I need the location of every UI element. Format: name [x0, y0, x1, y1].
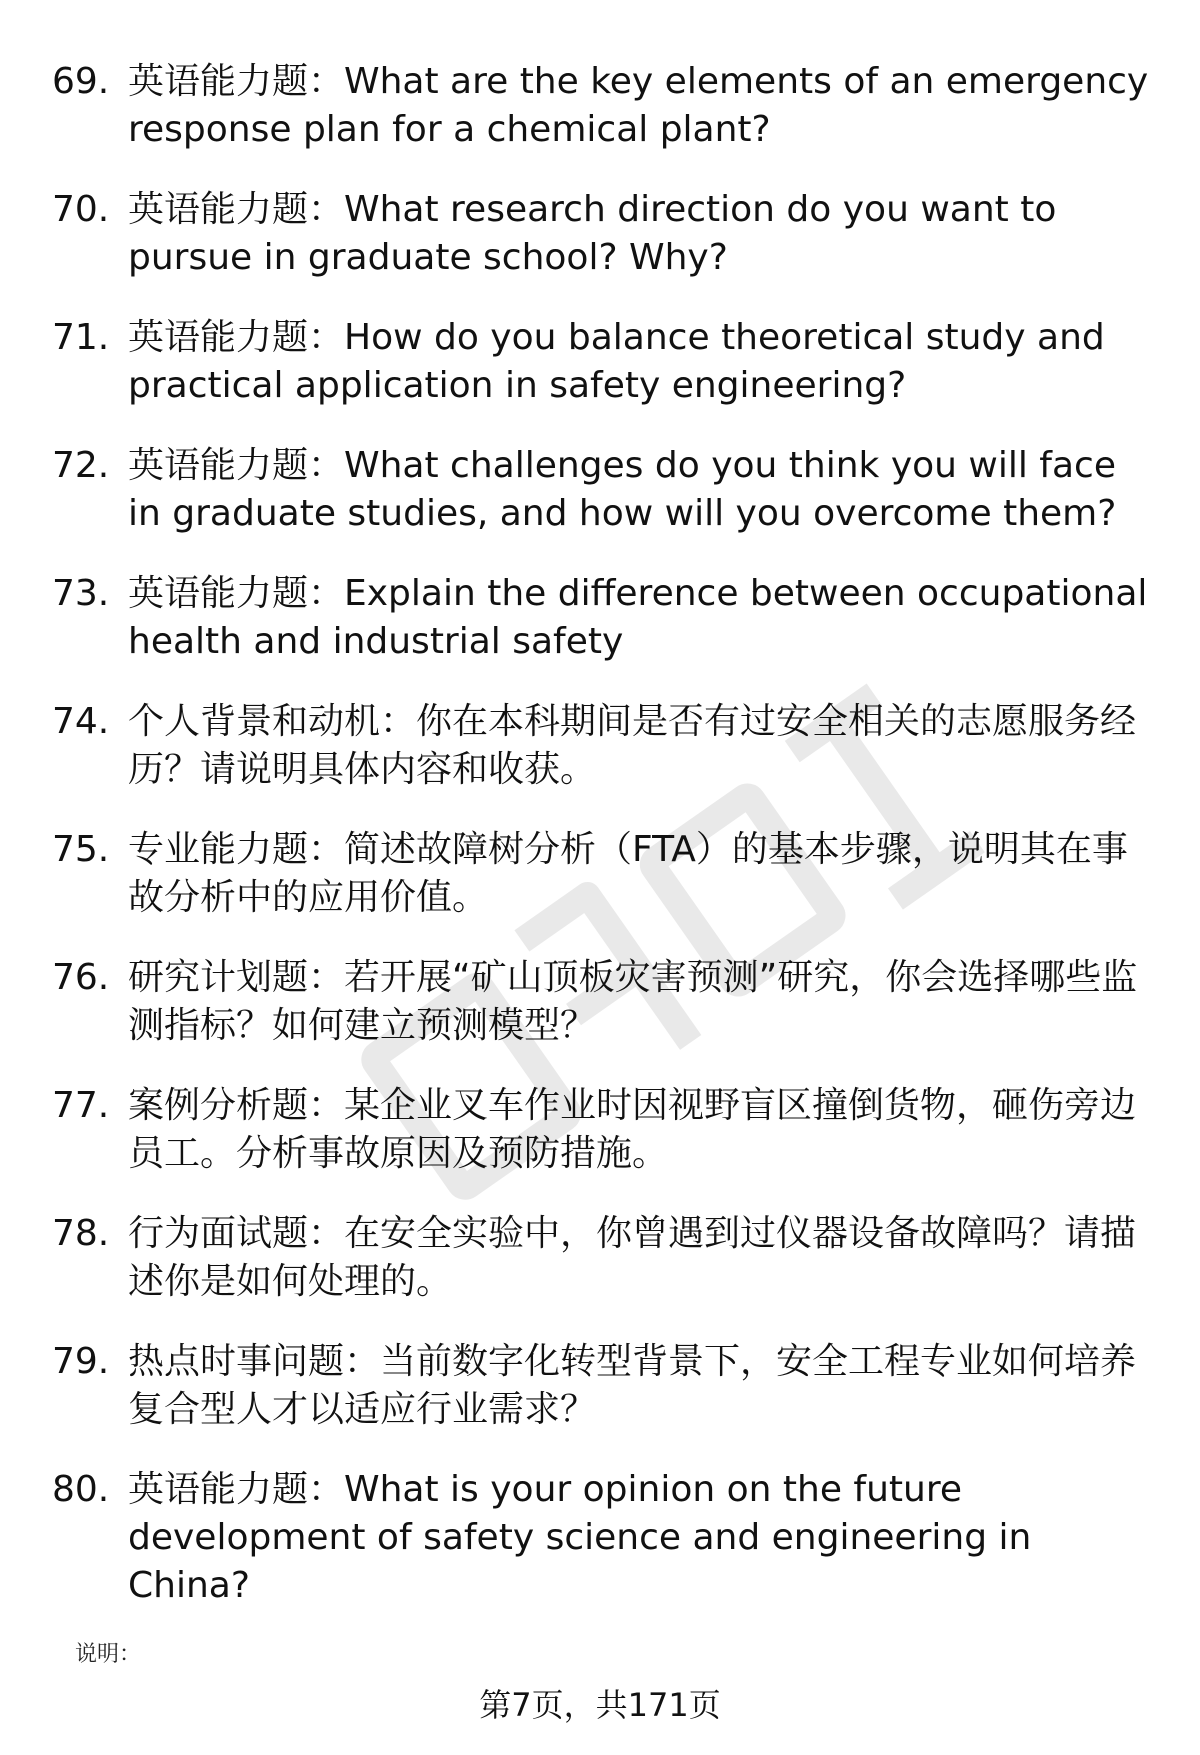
- question-text: 英语能力题：Explain the difference between occupational health and industrial safety: [128, 573, 1148, 662]
- note-label: 说明：: [75, 1642, 142, 1667]
- question-text: 案例分析题：某企业叉车作业时因视野盲区撞倒货物，砸伤旁边员工。分析事故原因及预防措施。: [128, 1085, 1137, 1174]
- question-item: [52, 1210, 1162, 1306]
- question-text: 热点时事问题：当前数字化转型背景下，安全工程专业如何培养复合型人才以适应行业需求？: [128, 1341, 1137, 1430]
- question-item: [52, 58, 1162, 154]
- question-text: 英语能力题：What research direction do you want to pursue in graduate school? Why?: [128, 189, 1057, 278]
- question-number: 77.: [52, 1085, 110, 1126]
- question-item: [52, 186, 1162, 282]
- question-number: 74.: [52, 701, 110, 742]
- question-text: 英语能力题：What is your opinion on the future development of safety science and engineering in China?: [128, 1469, 1032, 1606]
- question-item: [52, 1082, 1162, 1178]
- question-item: [52, 1338, 1162, 1434]
- question-number: 71.: [52, 317, 110, 358]
- question-number: 70.: [52, 189, 110, 230]
- page-footer: 第7页，共171页: [479, 1686, 721, 1724]
- question-number: 73.: [52, 573, 110, 614]
- question-list: [52, 58, 1162, 1642]
- question-text: 英语能力题：How do you balance theoretical study and practical application in safety engineering?: [128, 317, 1105, 406]
- question-item: [52, 826, 1162, 922]
- question-text: 英语能力题：What challenges do you think you will face in graduate studies, and how will you overcome them?: [128, 445, 1117, 534]
- question-number: 72.: [52, 445, 110, 486]
- question-number: 76.: [52, 957, 110, 998]
- question-number: 78.: [52, 1213, 110, 1254]
- question-item: [52, 698, 1162, 794]
- question-text: 行为面试题：在安全实验中，你曾遇到过仪器设备故障吗？请描述你是如何处理的。: [128, 1213, 1137, 1302]
- question-item: [52, 314, 1162, 410]
- question-item: [52, 570, 1162, 666]
- question-number: 69.: [52, 61, 110, 102]
- question-text: 个人背景和动机：你在本科期间是否有过安全相关的志愿服务经历？请说明具体内容和收获。: [128, 701, 1137, 790]
- question-number: 79.: [52, 1341, 110, 1382]
- question-text: 英语能力题：What are the key elements of an emergency response plan for a chemical plant?: [128, 61, 1149, 150]
- question-number: 80.: [52, 1469, 110, 1510]
- question-text: 专业能力题：简述故障树分析（FTA）的基本步骤，说明其在事故分析中的应用价值。: [128, 829, 1128, 918]
- question-item: [52, 1466, 1162, 1610]
- question-item: [52, 442, 1162, 538]
- question-text: 研究计划题：若开展“矿山顶板灾害预测”研究，你会选择哪些监测指标？如何建立预测模型？: [128, 957, 1138, 1046]
- question-number: 75.: [52, 829, 110, 870]
- question-item: [52, 954, 1162, 1050]
